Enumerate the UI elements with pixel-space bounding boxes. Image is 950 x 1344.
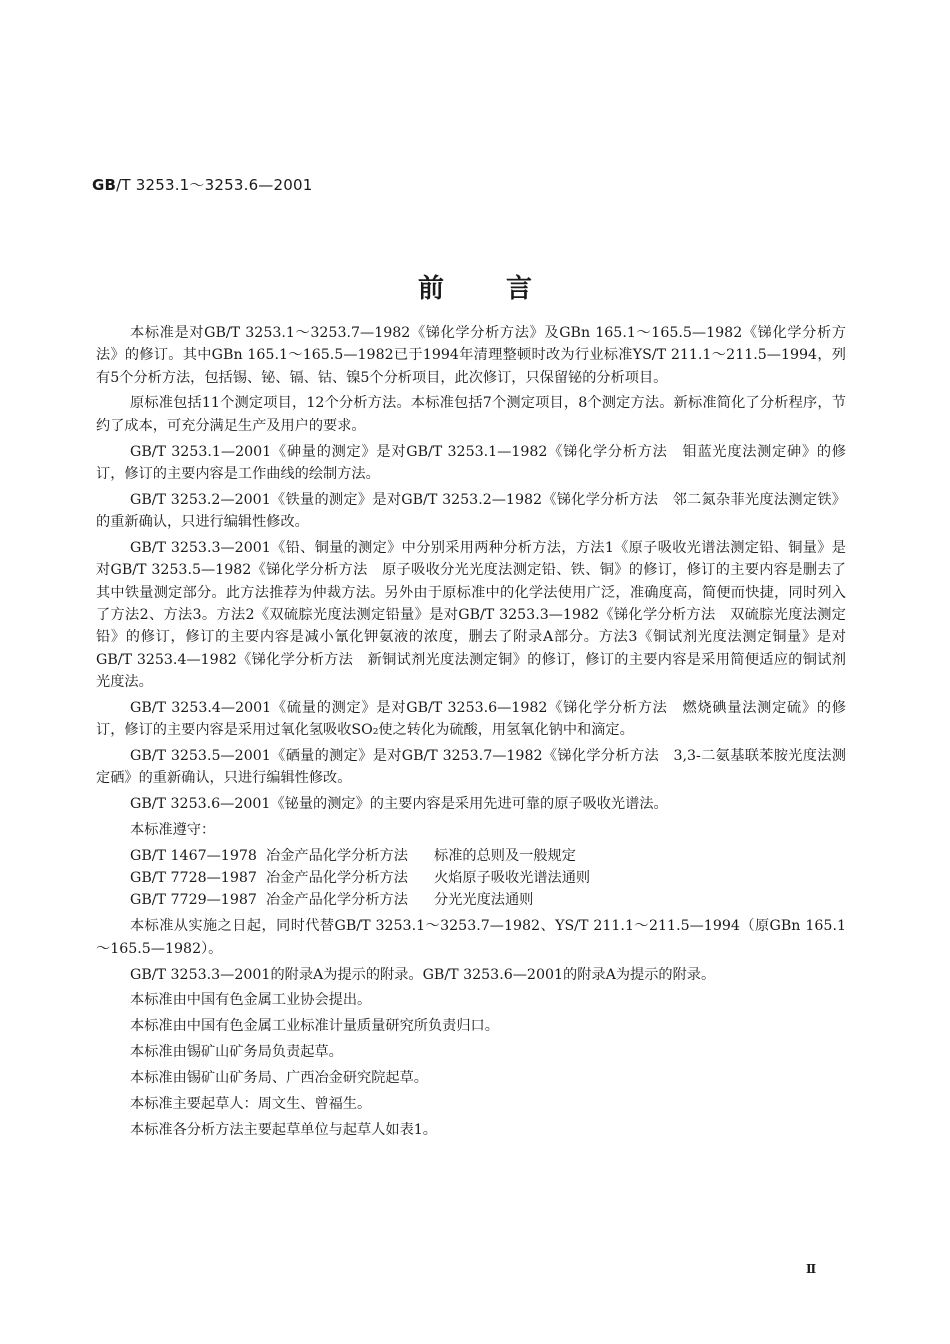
paragraph: 本标准由锡矿山矿务局负责起草。: [130, 1044, 343, 1061]
page-title: 前言: [417, 274, 594, 304]
reference-title: 标准的总则及一般规定: [434, 847, 576, 864]
reference-code: GB/T 1467—1978: [130, 847, 257, 864]
reference-code: GB/T 7728—1987: [130, 870, 257, 887]
reference-standards-list: [96, 845, 846, 912]
paragraph: GB/T 3253.5—2001《硒量的测定》是对GB/T 3253.7—1982《锑化学分析方法 3,3-二氨基联苯胺光度法测定硒》的重新确认，只进行编辑性修改。: [96, 747, 846, 787]
reference-subject: 冶金产品化学分析方法: [266, 892, 408, 909]
reference-row: [96, 867, 846, 889]
paragraph: GB/T 3253.2—2001《铁量的测定》是对GB/T 3253.2—1982《锑化学分析方法 邻二氮杂菲光度法测定铁》的重新确认，只进行编辑性修改。: [96, 491, 846, 531]
paragraph: 本标准从实施之日起，同时代替GB/T 3253.1～3253.7—1982、YS/T 211.1～211.5—1994（原GBn 165.1～165.5—1982）。: [96, 918, 846, 957]
page-number: Ⅱ: [806, 1262, 817, 1276]
standard-prefix: GB: [92, 176, 117, 194]
reference-subject: 冶金产品化学分析方法: [266, 847, 408, 864]
reference-title: 火焰原子吸收光谱法通则: [434, 870, 591, 887]
standard-number: [92, 174, 313, 195]
reference-title: 分光光度法通则: [434, 892, 534, 909]
paragraph: 本标准是对GB/T 3253.1～3253.7—1982《锑化学分析方法》及GBn 165.1～165.5—1982《锑化学分析方法》的修订。其中GBn 165.1～165.5—1982已于1994年清理整顿时改为行业标准YS/T 211.1～211.5—1994，列有5个分析方法，包括锡、铋、镉、钴、镍5个分析项目，此次修订，只保留铋的分析项目。: [96, 325, 846, 386]
paragraph: 本标准各分析方法主要起草单位与起草人如表1。: [130, 1121, 437, 1138]
standard-code: /T 3253.1～3253.6—2001: [116, 176, 313, 194]
reference-subject: 冶金产品化学分析方法: [266, 870, 408, 887]
paragraph: 本标准主要起草人：周文生、曾福生。: [130, 1096, 372, 1112]
paragraph: GB/T 3253.4—2001《硫量的测定》是对GB/T 3253.6—1982《锑化学分析方法 燃烧碘量法测定硫》的修订，修订的主要内容是采用过氧化氢吸收SO₂使之转化为硫酸，用氢氧化钠中和滴定。: [96, 699, 846, 739]
paragraph: 本标准由中国有色金属工业标准计量质量研究所负责归口。: [130, 1018, 499, 1035]
paragraph: 本标准遵守：: [130, 821, 216, 838]
reference-row: [96, 845, 846, 867]
paragraph: GB/T 3253.3—2001《铅、铜量的测定》中分别采用两种分析方法，方法1《原子吸收光谱法测定铅、铜量》是对GB/T 3253.5—1982《锑化学分析方法 原子吸收分光光度法测定铅、铁、铜》的修订，修订的主要内容是删去了其中铁量测定部分。此方法推荐为仲裁方法。另外由于原标准中的化学法使用广泛，准确度高，简便而快捷，同时列入了方法2、方法3。方法2《双硫腙光度法测定铅量》是对GB/T 3253.3—1982《锑化学分析方法 双硫腙光度法测定铅》的修订，修订的主要内容是减小氰化钾氨液的浓度，删去了附录A部分。方法3《铜试剂光度法测定铜量》是对GB/T 3253.4—1982《锑化学分析方法 新铜试剂光度法测定铜》的修订，修订的主要内容是采用简便适应的铜试剂光度法。: [96, 540, 846, 690]
paragraph: GB/T 3253.1—2001《砷量的测定》是对GB/T 3253.1—1982《锑化学分析方法 钼蓝光度法测定砷》的修订，修订的主要内容是工作曲线的绘制方法。: [96, 443, 846, 482]
paragraph: 原标准包括11个测定项目，12个分析方法。本标准包括7个测定项目，8个测定方法。新标准简化了分析程序，节约了成本，可充分满足生产及用户的要求。: [96, 395, 846, 434]
reference-code: GB/T 7729—1987: [130, 892, 257, 909]
paragraph: GB/T 3253.3—2001的附录A为提示的附录。GB/T 3253.6—2001的附录A为提示的附录。: [130, 966, 716, 983]
paragraph: 本标准由中国有色金属工业协会提出。: [130, 992, 372, 1009]
paragraph: GB/T 3253.6—2001《铋量的测定》的主要内容是采用先进可靠的原子吸收光谱法。: [130, 796, 668, 813]
reference-row: [96, 889, 846, 911]
foreword-body: [96, 322, 846, 1145]
paragraph: 本标准由锡矿山矿务局、广西冶金研究院起草。: [130, 1070, 428, 1087]
